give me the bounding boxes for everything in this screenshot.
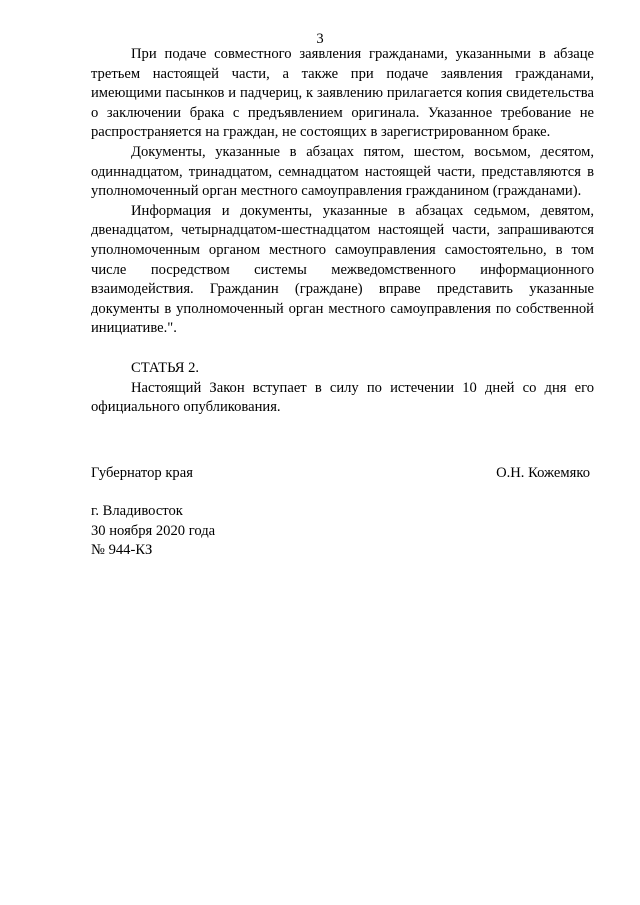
law-number: № 944-КЗ	[91, 542, 153, 559]
place-date-block	[91, 502, 391, 561]
page-number: 3	[316, 31, 324, 47]
paragraph-documents-requested: Информация и документы, указанные в абзацах седьмом, девятом, двенадцатом, четырнадцатом-шестнадцатом настоящей части, запрашиваются уполномоченным органом местного самоуправления самостоятельно, в том числе посредством системы межведомственного информационного взаимодействия. Гражданин (граждане) вправе представить указанные документы в уполномоченный орган местного самоуправления по собственной инициативе.".	[91, 202, 594, 337]
paragraph-documents-submitted: Документы, указанные в абзацах пятом, шестом, восьмом, десятом, одиннадцатом, тринадцатом, семнадцатом настоящей части, представляются в уполномоченный орган местного самоуправления гражданином (гражданами).	[91, 143, 594, 200]
document-body	[91, 45, 594, 339]
article-2	[91, 359, 594, 418]
article-heading: СТАТЬЯ 2.	[131, 360, 200, 376]
signatory-title: Губернатор края	[91, 465, 193, 481]
paragraph-joint-application: При подаче совместного заявления гражданами, указанными в абзаце третьем настоящей части, а также при подаче заявления гражданами, имеющими пасынков и падчериц, к заявлению прилагается копия свидетельства о заключении брака с предъявлением оригинала. Указанное требование не распространяется на граждан, не состоящих в зарегистрированном браке.	[91, 46, 594, 141]
city: г. Владивосток	[91, 503, 183, 519]
article-text: Настоящий Закон вступает в силу по истечении 10 дней со дня его официального опубликования.	[91, 379, 594, 416]
date: 30 ноября 2020 года	[91, 522, 216, 539]
signature-line	[91, 464, 594, 484]
signatory-name: О.Н. Кожемяко	[496, 465, 590, 481]
